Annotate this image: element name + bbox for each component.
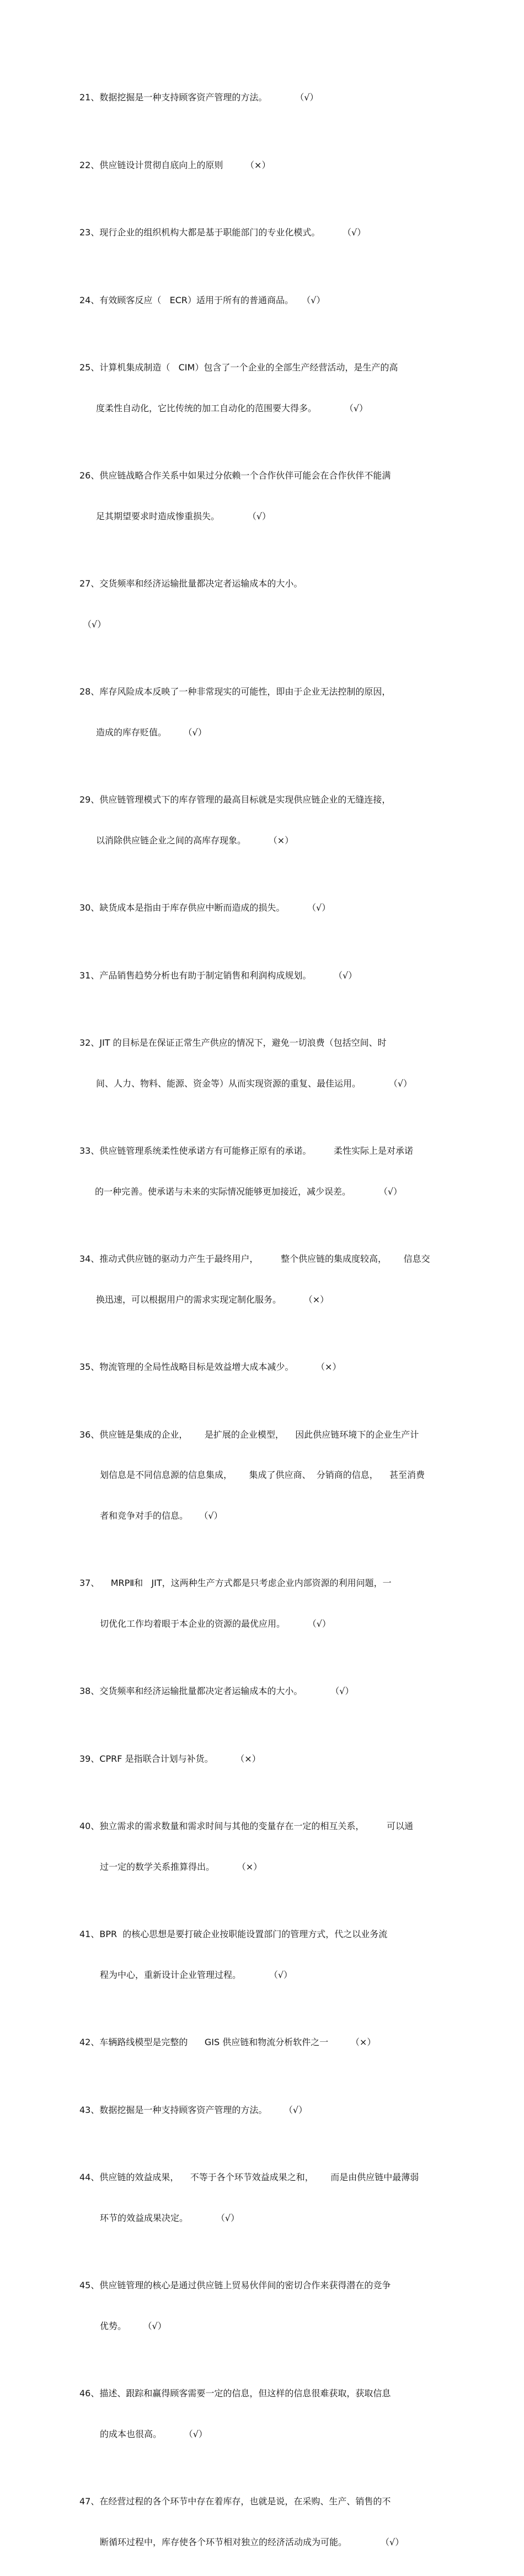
item-line-continued: 过一定的数学关系推算得出。 （×）: [100, 1861, 263, 1872]
item-line: 24、有效顾客反应（ ECR）适用于所有的普通商品。 （√）: [79, 294, 325, 305]
item-line-continued: 环节的效益成果决定。 （√）: [100, 2212, 240, 2223]
item-line-continued: 优势。 （√）: [100, 2320, 167, 2331]
list-item: [79, 1225, 449, 1333]
item-line-continued: 程为中心，重新设计企业管理过程。 （√）: [100, 1969, 293, 1980]
item-line: 22、供应链设计贯彻自底向上的原则 （×）: [79, 159, 271, 170]
item-line-continued: 以消除供应链企业之间的高库存现象。 （×）: [96, 835, 294, 846]
item-line: 28、库存风险成本反映了一种非常现实的可能性，即由于企业无法控制的原因，: [79, 686, 391, 697]
item-line: 27、交货频率和经济运输批量都决定者运输成本的大小。: [79, 578, 303, 589]
list-item: [79, 2360, 449, 2468]
list-item: [79, 2077, 449, 2144]
item-line: 36、供应链是集成的企业， 是扩展的企业模型， 因此供应链环境下的企业生产计: [79, 1429, 419, 1440]
item-line-continued: 足其期望要求时造成惨重损失。 （√）: [96, 510, 271, 521]
list-item: [79, 2252, 449, 2360]
list-item: [79, 942, 449, 1010]
item-line-continued: 造成的库存贬值。 （√）: [96, 727, 207, 738]
item-line: 23、现行企业的组织机构大都是基于职能部门的专业化模式。 （√）: [79, 227, 366, 238]
list-item: [79, 1333, 449, 1401]
list-item: [79, 2144, 449, 2252]
item-line: 33、供应链管理系统柔性使承诺方有可能修正原有的承诺。 柔性实际上是对承诺: [79, 1146, 414, 1156]
item-line: 38、交货频率和经济运输批量都决定者运输成本的大小。 （√）: [79, 1686, 354, 1696]
item-line: 41、BPR 的核心思想是要打破企业按职能设置部门的管理方式，代之以业务流: [79, 1929, 388, 1939]
list-item: [79, 874, 449, 942]
item-line-continued: （√）: [83, 619, 106, 630]
list-item: [79, 2468, 449, 2576]
item-line-continued: 换迅速，可以根据用户的需求实现定制化服务。 （×）: [96, 1294, 329, 1305]
list-item: [79, 267, 449, 335]
list-item: [79, 1401, 449, 1550]
question-list: [79, 64, 449, 2576]
item-line: 46、描述、跟踪和赢得顾客需要一定的信息，但这样的信息很难获取，获取信息: [79, 2388, 391, 2398]
list-item: [79, 64, 449, 132]
item-line: 34、推动式供应链的驱动力产生于最终用户， 整个供应链的集成度较高， 信息交: [79, 1254, 430, 1264]
list-item: [79, 1009, 449, 1117]
item-line: 35、物流管理的全局性战略目标是效益增大成本减少。 （×）: [79, 1362, 341, 1372]
item-line: 39、CPRF 是指联合计划与补货。 （×）: [79, 1753, 261, 1764]
item-line: 26、供应链战略合作关系中如果过分依赖一个合作伙伴可能会在合作伙伴不能满: [79, 470, 391, 481]
list-item: [79, 1117, 449, 1225]
item-line-continued: 切优化工作均着眼于本企业的资源的最优应用。 （√）: [100, 1618, 331, 1629]
item-line-continued: 的成本也很高。 （√）: [100, 2428, 207, 2439]
list-item: [79, 1725, 449, 1793]
item-line: 29、供应链管理模式下的库存管理的最高目标就是实现供应链企业的无缝连接，: [79, 794, 391, 805]
item-line: 32、JIT 的目标是在保证正常生产供应的情况下，避免一切浪费（包括空间、时: [79, 1037, 387, 1048]
list-item: [79, 1901, 449, 2009]
item-line-continued: 断循环过程中，库存使各个环节相对独立的经济活动成为可能。 （√）: [100, 2536, 404, 2547]
item-line: 21、数据挖掘是一种支持顾客资产管理的方法。 （√）: [79, 92, 319, 103]
list-item: [79, 132, 449, 200]
item-line-continued: 划信息是不同信息源的信息集成， 集成了供应商、 分销商的信息， 甚至消费: [100, 1470, 425, 1480]
item-line: 25、计算机集成制造（ CIM）包含了一个企业的全部生产经营活动，是生产的高: [79, 362, 398, 373]
item-line-continued: 度柔性自动化，它比传统的加工自动化的范围要大得多。 （√）: [96, 402, 368, 413]
item-line: 45、供应链管理的核心是通过供应链上贸易伙伴间的密切合作来获得潜在的竞争: [79, 2280, 391, 2290]
list-item: [79, 1550, 449, 1658]
item-line-continued: 者和竞争对手的信息。 （√）: [100, 1510, 223, 1521]
list-item: [79, 1793, 449, 1901]
list-item: [79, 199, 449, 267]
item-line: 43、数据挖掘是一种支持顾客资产管理的方法。 （√）: [79, 2104, 308, 2115]
list-item: [79, 334, 449, 442]
item-line: 30、缺货成本是指由于库存供应中断而造成的损失。 （√）: [79, 902, 331, 913]
item-line: 31、产品销售趋势分析也有助于制定销售和利润构成规划。 （√）: [79, 970, 357, 981]
item-line-continued: 的一种完善。使承诺与未来的实际情况能够更加接近，减少误差。 （√）: [95, 1186, 403, 1197]
list-item: [79, 658, 449, 766]
list-item: [79, 442, 449, 550]
item-line: 44、供应链的效益成果， 不等于各个环节效益成果之和， 而是由供应链中最薄弱: [79, 2172, 419, 2182]
list-item: [79, 766, 449, 874]
item-line: 42、车辆路线模型是完整的 GIS 供应链和物流分析软件之一 （×）: [79, 2037, 376, 2047]
list-item: [79, 1658, 449, 1725]
item-line: 40、独立需求的需求数量和需求时间与其他的变量存在一定的相互关系， 可以通: [79, 1821, 414, 1831]
item-line: 47、在经营过程的各个环节中存在着库存，也就是说，在采购、生产、销售的不: [79, 2496, 391, 2507]
item-line-continued: 间、人力、物料、能源、资金等）从而实现资源的重复、最佳运用。 （√）: [96, 1078, 413, 1089]
list-item: [79, 550, 449, 658]
item-line: 37、 MRPⅡ和 JIT，这两种生产方式都是只考虑企业内部资源的利用问题，一: [79, 1578, 392, 1588]
list-item: [79, 2009, 449, 2077]
